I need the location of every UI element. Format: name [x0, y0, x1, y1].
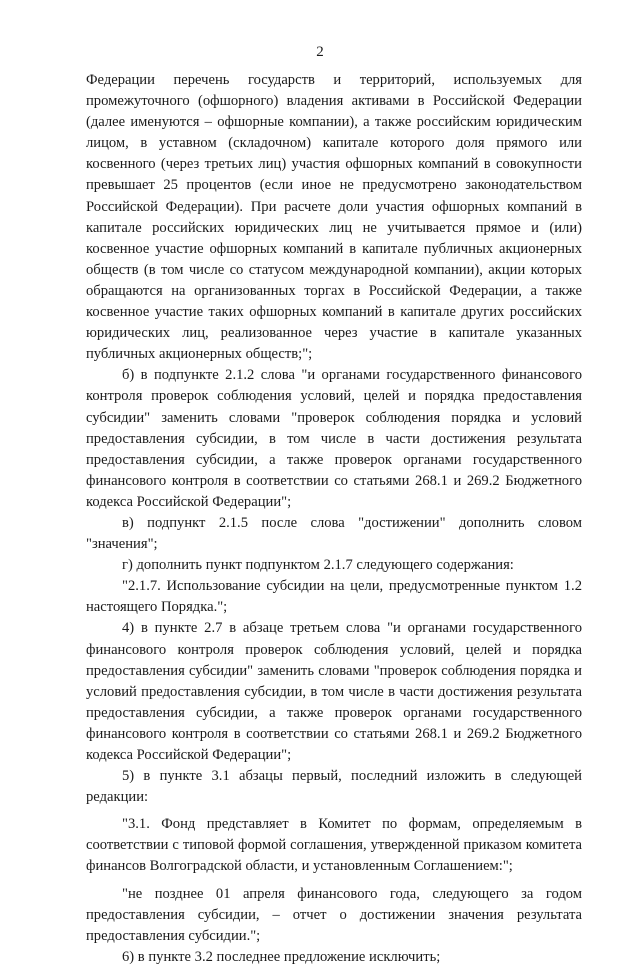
paragraph-item-4: 4) в пункте 2.7 в абзаце третьем слова "и органами государственного финансового контроля проверок соблюдения условий, целей и порядка предоставления субсидии" заменить словами "проверок соблюдения порядка и условий предоставления субсидии, в том числе в части достижения результата предоставления субсидии, а также проверок органами государственного финансового контроля в соответствии со статьями 268.1 и 269.2 Бюджетного кодекса Российской Федерации"; — [86, 620, 582, 763]
paragraph-clause-3-1: "3.1. Фонд представляет в Комитет по формам, определяемым в соответствии с типовой формой соглашения, утвержденной приказом комитета финансов Волгоградской области, и установленным Соглашением:"; — [86, 816, 582, 875]
paragraph-subitem-b: б) в подпункте 2.1.2 слова "и органами государственного финансового контроля проверок соблюдения условий, целей и порядка предоставления субсидии" заменить словами "проверок соблюдения порядка и условий предоставления субсидии, в том числе в части достижения результата предоставления субсидии, а также проверок органами государственного финансового контроля в соответствии со статьями 268.1 и 269.2 Бюджетного кодекса Российской Федерации"; — [86, 367, 582, 510]
paragraph-item-6: 6) в пункте 3.2 последнее предложение исключить; — [122, 948, 441, 965]
paragraph-offshore-continuation: Федерации перечень государств и территорий, используемых для промежуточного (офшорного) владения активами в Российской Федерации (далее именуются – офшорные компании), а также российским юридическим лицом, в уставном (складочном) капитале которого доля прямого или косвенного (через третьих лиц) участия офшорных компаний в совокупности превышает 25 процентов (если иное не предусмотрено законодательством Российской Федерации). При расчете доли участия офшорных компаний в капитале российских юридических лиц не учитывается прямое и (или) косвенное участие офшорных компаний в капитале публичных акционерных обществ (в том числе со статусом международной компании), акции которых обращаются на организованных торгах в Российской Федерации, а также косвенное участие таких офшорных компаний в капитале других российских юридических лиц, реализованное через участие в капитале указанных публичных акционерных обществ;"; — [86, 72, 582, 363]
paragraph-subitem-v: в) подпункт 2.1.5 после слова "достижении" дополнить словом "значения"; — [86, 514, 582, 553]
document-body — [86, 70, 582, 968]
paragraph-item-5: 5) в пункте 3.1 абзацы первый, последний изложить в следующей редакции: — [86, 768, 582, 806]
paragraph-report-deadline: "не позднее 01 апреля финансового года, следующего за годом предоставления субсидии, – отчет о достижении значения результата предоставления субсидии."; — [86, 885, 582, 944]
paragraph-subitem-g: г) дополнить пункт подпунктом 2.1.7 следующего содержания: — [122, 557, 514, 574]
paragraph-clause-2-1-7: "2.1.7. Использование субсидии на цели, предусмотренные пунктом 1.2 настоящего Порядка."; — [86, 578, 582, 616]
page-number: 2 — [316, 44, 324, 60]
